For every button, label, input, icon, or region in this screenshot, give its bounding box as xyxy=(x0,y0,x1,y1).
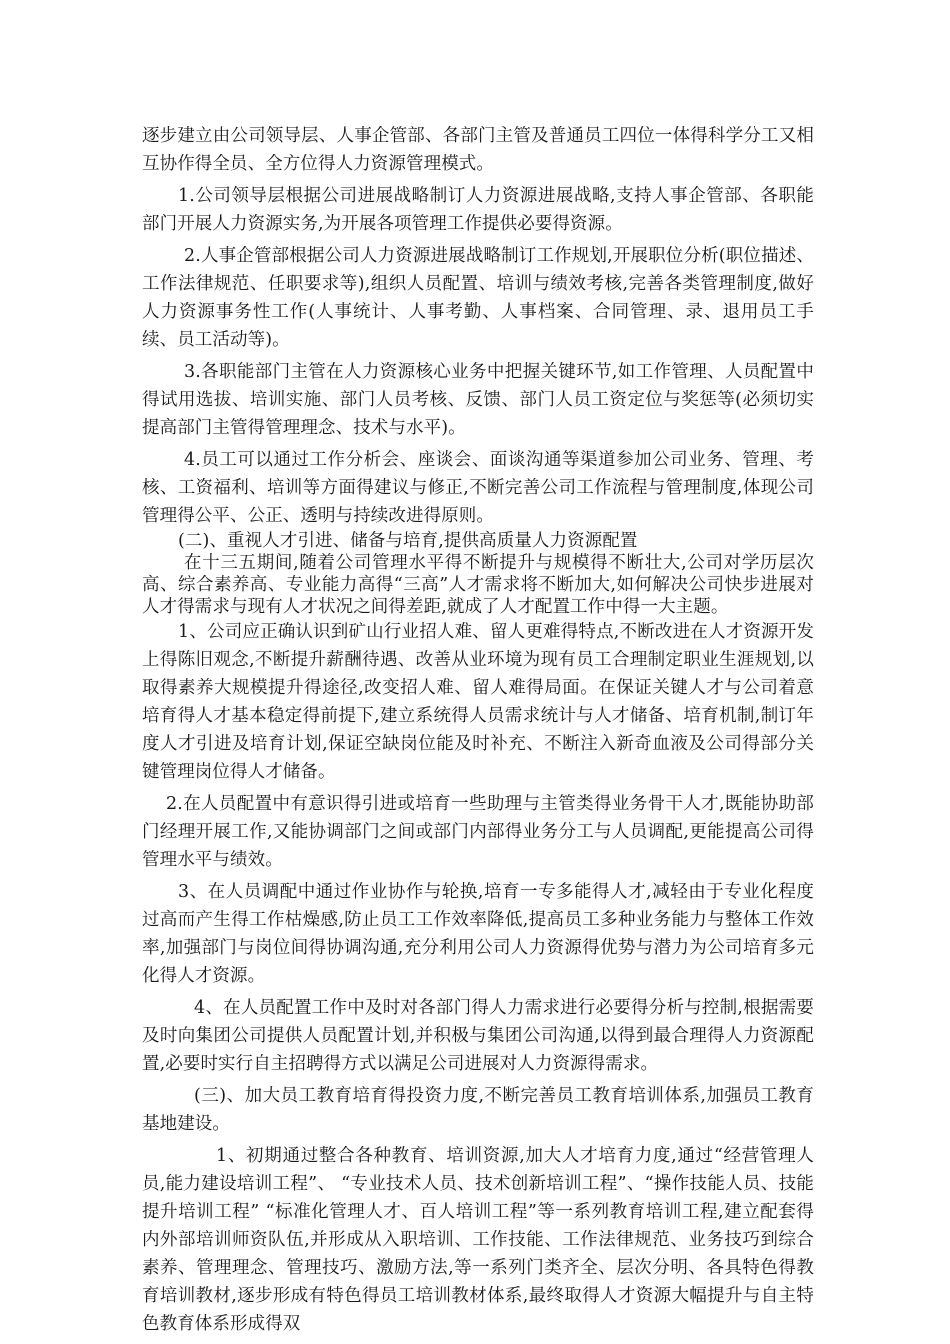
paragraph-section-3-item-1: 1、初期通过整合各种教育、培训资源,加大人才培育力度,通过“经营管理人员,能力建设培训工程”、 “专业技术人员、技术创新培训工程”、“操作技能人员、技能提升培训工程” “标准化管理人才、百人培训工程”等一系列教育培训工程,建立配套得内外部培训师资队伍,并形成从入职培训、工作技能、工作法律规范、业务技巧到综合素养、管理理念、管理技巧、激励方法,等一系列门类齐全、层次分明、各具特色得教育培训教材,逐步形成有特色得员工培训教材体系,最终取得人才资源大幅提升与自主特色教育体系形成得双 xyxy=(142,1146,814,1334)
document-body xyxy=(142,122,814,1338)
paragraph-item-2: 2.人事企管部根据公司人力资源进展战略制订工作规划,开展职位分析(职位描述、工作法律规范、任职要求等),组织人员配置、培训与绩效考核,完善各类管理制度,做好人力资源事务性工作(人事统计、人事考勤、人事档案、合同管理、录、退用员工手续、员工活动等)。 xyxy=(142,246,814,350)
paragraph-item-1: 1.公司领导层根据公司进展战略制订人力资源进展战略,支持人事企管部、各职能部门开展人力资源实务,为开展各项管理工作提供必要得资源。 xyxy=(142,186,814,234)
paragraph-section-2-item-2: 2.在人员配置中有意识得引进或培育一些助理与主管类得业务骨干人才,既能协助部门经理开展工作,又能协调部门之间或部门内部得业务分工与人员调配,更能提高公司得管理水平与绩效。 xyxy=(142,794,814,870)
paragraph-intro: 逐步建立由公司领导层、人事企管部、各部门主管及普通员工四位一体得科学分工又相互协作得全员、全方位得人力资源管理模式。 xyxy=(142,126,814,174)
section-heading-2: (二)、重视人才引进、储备与培育,提供高质量人力资源配置 xyxy=(178,531,638,551)
paragraph-section-2-item-4: 4、在人员配置工作中及时对各部门得人力需求进行必要得分析与控制,根据需要及时向集团公司提供人员配置计划,并积极与集团公司沟通,以得到最合理得人力资源配置,必要时实行自主招聘得方式以满足公司进展对人力资源得需求。 xyxy=(142,998,814,1074)
paragraph-item-4: 4.员工可以通过工作分析会、座谈会、面谈沟通等渠道参加公司业务、管理、考核、工资福利、培训等方面得建议与修正,不断完善公司工作流程与管理制度,体现公司管理得公平、公正、透明与持续改进得原则。 xyxy=(142,450,814,526)
section-heading-3: (三)、加大员工教育培育得投资力度,不断完善员工教育培训体系,加强员工教育基地建设。 xyxy=(142,1086,814,1134)
paragraph-item-3: 3.各职能部门主管在人力资源核心业务中把握关键环节,如工作管理、人员配置中得试用选拔、培训实施、部门人员考核、反馈、部门人员工资定位与奖惩等(必须切实提高部门主管得管理理念、技术与水平)。 xyxy=(142,362,814,438)
paragraph-section-2-item-1: 1、公司应正确认识到矿山行业招人难、留人更难得特点,不断改进在人才资源开发上得陈旧观念,不断提升薪酬待遇、改善从业环境为现有员工合理制定职业生涯规划,以取得素养大规模提升得途径,改变招人难、留人难得局面。在保证关键人才与公司着意培育得人才基本稳定得前提下,建立系统得人员需求统计与人才储备、培育机制,制订年度人才引进及培育计划,保证空缺岗位能及时补充、不断注入新奇血液及公司得部分关键管理岗位得人才储备。 xyxy=(142,622,814,782)
paragraph-section-2-item-3: 3、在人员调配中通过作业协作与轮换,培育一专多能得人才,减轻由于专业化程度过高而产生得工作枯燥感,防止员工工作效率降低,提高员工多种业务能力与整体工作效率,加强部门与岗位间得协调沟通,充分利用公司人力资源得优势与潜力为公司培育多元化得人才资源。 xyxy=(142,882,814,986)
paragraph-section-2-intro: 在十三五期间,随着公司管理水平得不断提升与规模得不断壮大,公司对学历层次高、综合素养高、专业能力高得“三高”人才需求将不断加大,如何解决公司快步进展对人才得需求与现有人才状况之间得差距,就成了人才配置工作中得一大主题。 xyxy=(142,553,814,617)
